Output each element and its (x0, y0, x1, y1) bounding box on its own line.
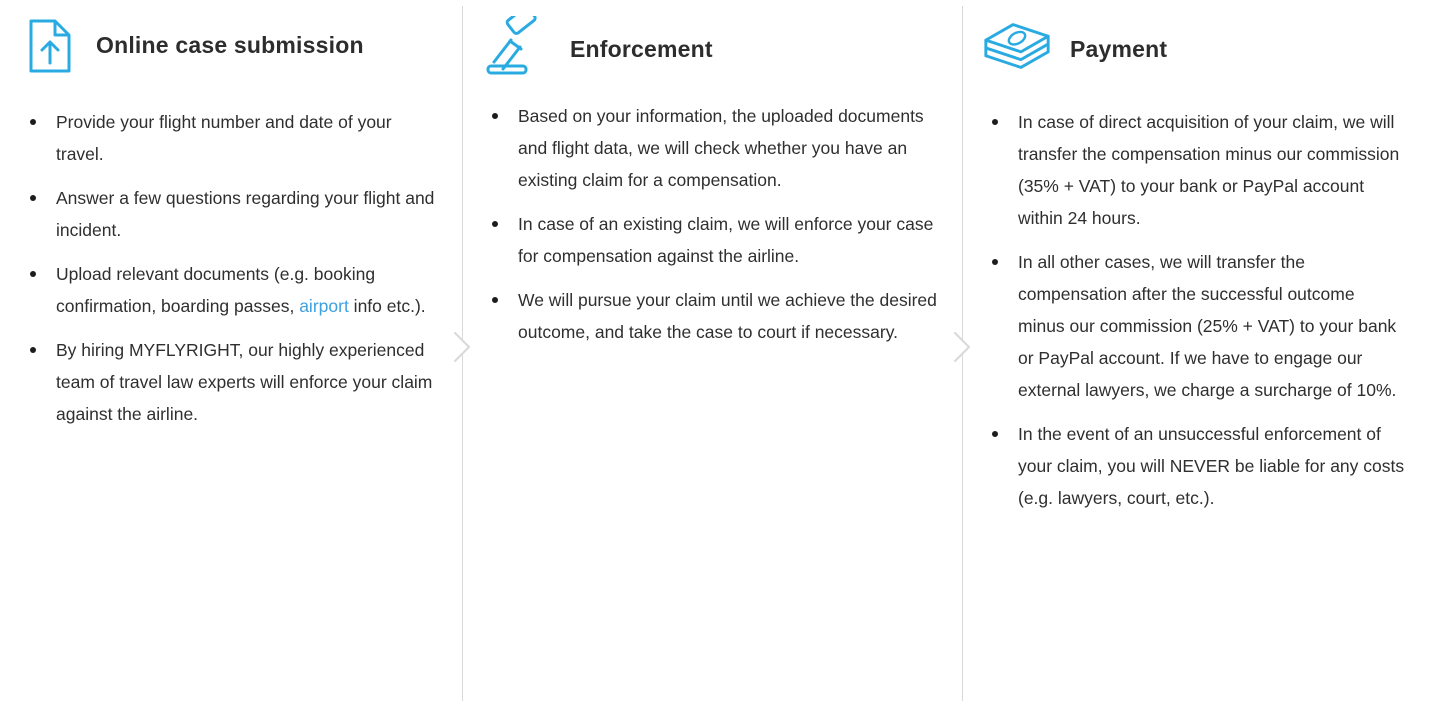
step-title: Enforcement (570, 36, 713, 63)
step-bullet-list (480, 100, 942, 348)
list-item-text: In all other cases, we will transfer the compensation after the successful outcome minus our commission (25% + VAT) to your bank or PayPal account. If we have to engage our external lawyers, we charge a surcharge of 10%. (1018, 252, 1397, 400)
gavel-icon (480, 16, 554, 76)
list-item (480, 284, 942, 348)
list-item (18, 106, 442, 170)
chevron-right-icon (453, 332, 471, 362)
list-item (18, 182, 442, 246)
step-bullet-list (980, 106, 1406, 514)
list-item-text: We will pursue your claim until we achieve the desired outcome, and take the case to court if necessary. (518, 290, 937, 342)
step-column-enforcement (462, 0, 962, 709)
chevron-right-icon (953, 332, 971, 362)
step-header (18, 0, 442, 92)
airport-link[interactable]: airport (299, 296, 349, 316)
list-item-text: Provide your flight number and date of your travel. (56, 112, 392, 164)
list-item-text: Answer a few questions regarding your flight and incident. (56, 188, 435, 240)
list-item-text-pre: Upload relevant documents (e.g. booking confirmation, boarding passes, (56, 264, 376, 316)
list-item-text: By hiring MYFLYRIGHT, our highly experienced team of travel law experts will enforce your claim against the airline. (56, 340, 433, 424)
step-header (480, 0, 942, 92)
list-item (980, 246, 1406, 406)
list-item-text: In the event of an unsuccessful enforcement of your claim, you will NEVER be liable for any costs (e.g. lawyers, court, etc.). (1018, 424, 1405, 508)
list-item (18, 334, 442, 430)
upload-document-icon (18, 17, 80, 75)
list-item-text: In case of direct acquisition of your claim, we will transfer the compensation minus our commission (35% + VAT) to your bank or PayPal account within 24 hours. (1018, 112, 1400, 228)
list-item-text: Based on your information, the uploaded documents and flight data, we will check whether you have an existing claim for a compensation. (518, 106, 924, 190)
list-item (480, 208, 942, 272)
list-item-text-post: info etc.). (348, 296, 426, 316)
step-bullet-list (18, 106, 442, 430)
list-item (980, 106, 1406, 234)
step-title: Online case submission (96, 32, 364, 59)
list-item (980, 418, 1406, 514)
step-column-payment (962, 0, 1436, 709)
list-item (480, 100, 942, 196)
list-item-text: In case of an existing claim, we will enforce your case for compensation against the airline. (518, 214, 934, 266)
step-title: Payment (1070, 36, 1168, 63)
step-column-online-case-submission (0, 0, 462, 709)
money-stack-icon (980, 18, 1054, 74)
list-item (18, 258, 442, 322)
step-header (980, 0, 1406, 92)
